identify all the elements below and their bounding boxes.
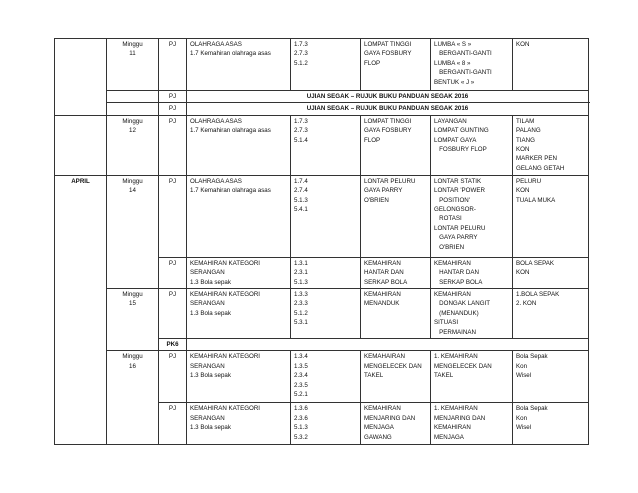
cell-line: MENJARING DAN xyxy=(434,414,486,422)
cell-line: Kon xyxy=(516,414,528,422)
cell-line: PALANG xyxy=(516,127,541,135)
cell-line: 5.1.2 xyxy=(294,309,308,317)
subject-cell: PJ xyxy=(159,403,187,445)
cell-line: 1.7 Kemahiran olahraga asas xyxy=(190,127,271,135)
month-cell: APRIL xyxy=(55,175,107,445)
cell-line: OLAHRAGA ASAS xyxy=(190,117,242,125)
bidang-cell xyxy=(187,403,291,445)
cell-line: SITUASI xyxy=(434,319,459,327)
cell-line: 5.1.3 xyxy=(294,278,308,286)
standard-cell xyxy=(291,115,361,175)
week-cell: Minggu 16 xyxy=(107,351,159,445)
tajuk-cell xyxy=(361,115,431,175)
bidang-cell xyxy=(187,115,291,175)
cell-line: GAYA FOSBURY xyxy=(364,127,412,135)
cell-line: KEMAHIRAN KATEGORI xyxy=(190,405,261,413)
week-cell: Minggu 11 xyxy=(107,39,159,91)
bidang-cell xyxy=(187,289,291,339)
cell-line: LOMPAT TINGGI xyxy=(364,117,412,125)
tajuk-cell xyxy=(361,175,431,257)
bbm-cell xyxy=(513,115,589,175)
cell-line: Wisel xyxy=(516,372,532,380)
cell-line: GAYA PARRY xyxy=(434,234,478,242)
aktiviti-cell xyxy=(431,175,513,257)
tajuk-cell xyxy=(361,289,431,339)
week-cell-empty xyxy=(107,91,159,103)
week-cell: Minggu 15 xyxy=(107,289,159,351)
pk6-label: PK6 xyxy=(159,339,187,351)
tajuk-cell xyxy=(361,257,431,288)
cell-line: LONTAR 'POWER xyxy=(434,187,485,195)
cell-line: BENTUK « J » xyxy=(434,78,475,86)
cell-line: 5.1.2 xyxy=(294,59,308,67)
cell-line: TIANG xyxy=(516,136,535,144)
cell-line: SERKAP BOLA xyxy=(434,278,483,286)
cell-line: TAKEL xyxy=(434,372,454,380)
cell-line: GELONGSOR- xyxy=(434,206,476,214)
cell-line: 1.3.1 xyxy=(294,259,308,267)
cell-line: ROTASI xyxy=(434,215,462,223)
cell-line: KEMAHIRAN xyxy=(364,259,401,267)
cell-line: BOLA SEPAK xyxy=(516,259,555,267)
cell-line: SERKAP BOLA xyxy=(364,278,408,286)
bidang-cell xyxy=(187,351,291,403)
standard-cell xyxy=(291,289,361,339)
lesson-plan-table xyxy=(54,38,589,445)
tajuk-cell xyxy=(361,39,431,91)
cell-line: 1.3 Bola sepak xyxy=(190,278,231,286)
cell-line: 1.7 Kemahiran olahraga asas xyxy=(190,50,271,58)
cell-line: Wisel xyxy=(516,424,532,432)
subject-cell: PJ xyxy=(159,103,187,115)
cell-line: TILAM xyxy=(516,117,535,125)
cell-line: 5.1.3 xyxy=(294,196,308,204)
cell-line: O'BRIEN xyxy=(364,196,389,204)
cell-line: LONTAR STATIK xyxy=(434,177,482,185)
cell-line: 2.3.4 xyxy=(294,372,308,380)
cell-line: HANTAR DAN xyxy=(364,269,404,277)
cell-line: 2.7.3 xyxy=(294,127,308,135)
bbm-cell xyxy=(513,39,589,91)
cell-line: KON xyxy=(516,146,530,154)
aktiviti-cell xyxy=(431,39,513,91)
cell-line: 1.3.5 xyxy=(294,362,308,370)
cell-line: KEMAHIRAN xyxy=(434,424,471,432)
aktiviti-cell xyxy=(431,403,513,445)
cell-line: 5.3.1 xyxy=(294,319,308,327)
cell-line: 5.3.2 xyxy=(294,433,308,441)
cell-line: GELANG GETAH xyxy=(516,164,565,172)
cell-line: LOMPAT TINGGI xyxy=(364,41,412,48)
cell-line: 2.7.4 xyxy=(294,187,308,195)
cell-line: O'BRIEN xyxy=(434,243,465,251)
cell-line: FLOP xyxy=(364,59,381,67)
aktiviti-cell xyxy=(431,115,513,175)
cell-line: 5.1.3 xyxy=(294,424,308,432)
cell-line: MARKER PEN xyxy=(516,155,557,163)
cell-line: PELURU xyxy=(516,177,542,185)
cell-line: KEMAHIRAN KATEGORI xyxy=(190,259,261,267)
cell-line: GAWANG xyxy=(364,433,392,441)
bidang-cell xyxy=(187,175,291,257)
subject-cell: PJ xyxy=(159,289,187,339)
week-cell: Minggu 14 xyxy=(107,175,159,288)
subject-cell: PJ xyxy=(159,175,187,257)
cell-line: 2. KON xyxy=(516,300,537,308)
bidang-cell xyxy=(187,257,291,288)
standard-cell xyxy=(291,351,361,403)
cell-line: KEMAHIRAN KATEGORI xyxy=(190,353,261,361)
cell-line: 2.7.3 xyxy=(294,50,308,58)
cell-line: 5.2.1 xyxy=(294,391,308,399)
tajuk-cell xyxy=(361,403,431,445)
week-cell-empty xyxy=(107,103,159,115)
cell-line: 1.7.4 xyxy=(294,177,308,185)
bidang-cell xyxy=(187,39,291,91)
cell-line: Bola Sepak xyxy=(516,405,548,413)
aktiviti-cell xyxy=(431,351,513,403)
cell-line: 1.7.3 xyxy=(294,41,308,48)
cell-line: POSITION' xyxy=(434,196,470,204)
aktiviti-cell xyxy=(431,257,513,288)
cell-line: LUMBA « S » xyxy=(434,41,472,48)
cell-line: 1.3.4 xyxy=(294,353,308,361)
cell-line: 5.4.1 xyxy=(294,206,308,214)
cell-line: LONTAR PELURU xyxy=(434,224,486,232)
subject-cell: PJ xyxy=(159,351,187,403)
cell-line: TUALA MUKA xyxy=(516,196,556,204)
cell-line: KON xyxy=(516,269,530,277)
cell-line: KEMAHIRAN KATEGORI xyxy=(190,291,261,299)
cell-line: MENGELECEK DAN xyxy=(434,362,492,370)
subject-cell: PJ xyxy=(159,91,187,103)
cell-line: 1.3.6 xyxy=(294,405,308,413)
cell-line: MENANDUK xyxy=(364,300,400,308)
bbm-cell xyxy=(513,257,589,288)
cell-line: 1.3 Bola sepak xyxy=(190,424,231,432)
cell-line: 1.3 Bola sepak xyxy=(190,309,231,317)
cell-line: LONTAR PELURU xyxy=(364,177,416,185)
table-row xyxy=(55,91,589,103)
cell-line: MENJARING DAN xyxy=(364,414,416,422)
cell-line: 2.3.1 xyxy=(294,269,308,277)
cell-line: KEMAHIRAN xyxy=(364,291,401,299)
table-row xyxy=(55,289,589,339)
cell-line: KEMAHAIRAN xyxy=(364,353,405,361)
cell-line: GAYA PARRY xyxy=(364,187,403,195)
cell-line: FOSBURY FLOP xyxy=(434,146,487,154)
cell-line: 2.3.6 xyxy=(294,414,308,422)
cell-line: OLAHRAGA ASAS xyxy=(190,177,242,185)
cell-line: DONGAK LANGIT xyxy=(434,300,491,308)
ujian-segak-note: UJIAN SEGAK – RUJUK BUKU PANDUAN SEGAK 2016 xyxy=(187,103,589,115)
bbm-cell xyxy=(513,403,589,445)
table-row xyxy=(55,115,589,175)
cell-line: 1. KEMAHIRAN xyxy=(434,405,478,413)
bbm-cell xyxy=(513,289,589,339)
cell-line: LUMBA « 8 » xyxy=(434,59,471,67)
cell-line: 2.3.5 xyxy=(294,381,308,389)
cell-line: KEMAHIRAN xyxy=(364,405,401,413)
cell-line: KON xyxy=(516,41,530,48)
cell-line: KEMAHIRAN xyxy=(434,259,471,267)
week-cell: Minggu 12 xyxy=(107,115,159,175)
cell-line: 1. KEMAHIRAN xyxy=(434,353,478,361)
subject-cell: PJ xyxy=(159,257,187,288)
cell-line: (MENANDUK) xyxy=(434,309,479,317)
bbm-cell xyxy=(513,175,589,257)
cell-line: 1.7.3 xyxy=(294,117,308,125)
pk6-empty xyxy=(187,339,589,351)
cell-line: SERANGAN xyxy=(190,414,225,422)
cell-line: OLAHRAGA ASAS xyxy=(190,41,242,48)
cell-line: LAYANGAN xyxy=(434,117,467,125)
cell-line: Bola Sepak xyxy=(516,353,548,361)
cell-line: 1.BOLA SEPAK xyxy=(516,291,560,299)
standard-cell xyxy=(291,39,361,91)
cell-line: BERGANTI-GANTI xyxy=(434,69,492,77)
cell-line: 5.1.4 xyxy=(294,136,308,144)
cell-line: BERGANTI-GANTI xyxy=(434,50,492,58)
cell-line: KEMAHIRAN xyxy=(434,291,471,299)
cell-line: LOMPAT GUNTING xyxy=(434,127,489,135)
table-row xyxy=(55,351,589,403)
aktiviti-cell xyxy=(431,289,513,339)
cell-line: 1.3.3 xyxy=(294,291,308,299)
table-row xyxy=(55,103,589,115)
cell-line: MENGELECEK DAN xyxy=(364,362,422,370)
cell-line: GAYA FOSBURY xyxy=(364,50,412,58)
cell-line: Kon xyxy=(516,362,528,370)
cell-line: LOMPAT GAYA xyxy=(434,136,477,144)
cell-line: KON xyxy=(516,187,530,195)
month-cell-empty xyxy=(55,115,107,175)
month-cell-empty xyxy=(55,39,107,116)
standard-cell xyxy=(291,175,361,257)
cell-line: 1.7 Kemahiran olahraga asas xyxy=(190,187,271,195)
cell-line: FLOP xyxy=(364,136,381,144)
tajuk-cell xyxy=(361,351,431,403)
cell-line: 1.3 Bola sepak xyxy=(190,372,231,380)
standard-cell xyxy=(291,257,361,288)
cell-line: 2.3.3 xyxy=(294,300,308,308)
cell-line: TAKEL xyxy=(364,372,384,380)
standard-cell xyxy=(291,403,361,445)
cell-line: SERANGAN xyxy=(190,362,225,370)
cell-line: PERMAINAN xyxy=(434,328,476,336)
subject-cell: PJ xyxy=(159,115,187,175)
cell-line: MENJAGA xyxy=(364,424,394,432)
cell-line: SERANGAN xyxy=(190,269,225,277)
table-row xyxy=(55,39,589,91)
bbm-cell xyxy=(513,351,589,403)
subject-cell: PJ xyxy=(159,39,187,91)
table-row xyxy=(55,175,589,257)
ujian-segak-note: UJIAN SEGAK – RUJUK BUKU PANDUAN SEGAK 2016 xyxy=(187,91,589,103)
cell-line: SERANGAN xyxy=(190,300,225,308)
cell-line: MENJAGA xyxy=(434,433,464,441)
cell-line: HANTAR DAN xyxy=(434,269,479,277)
